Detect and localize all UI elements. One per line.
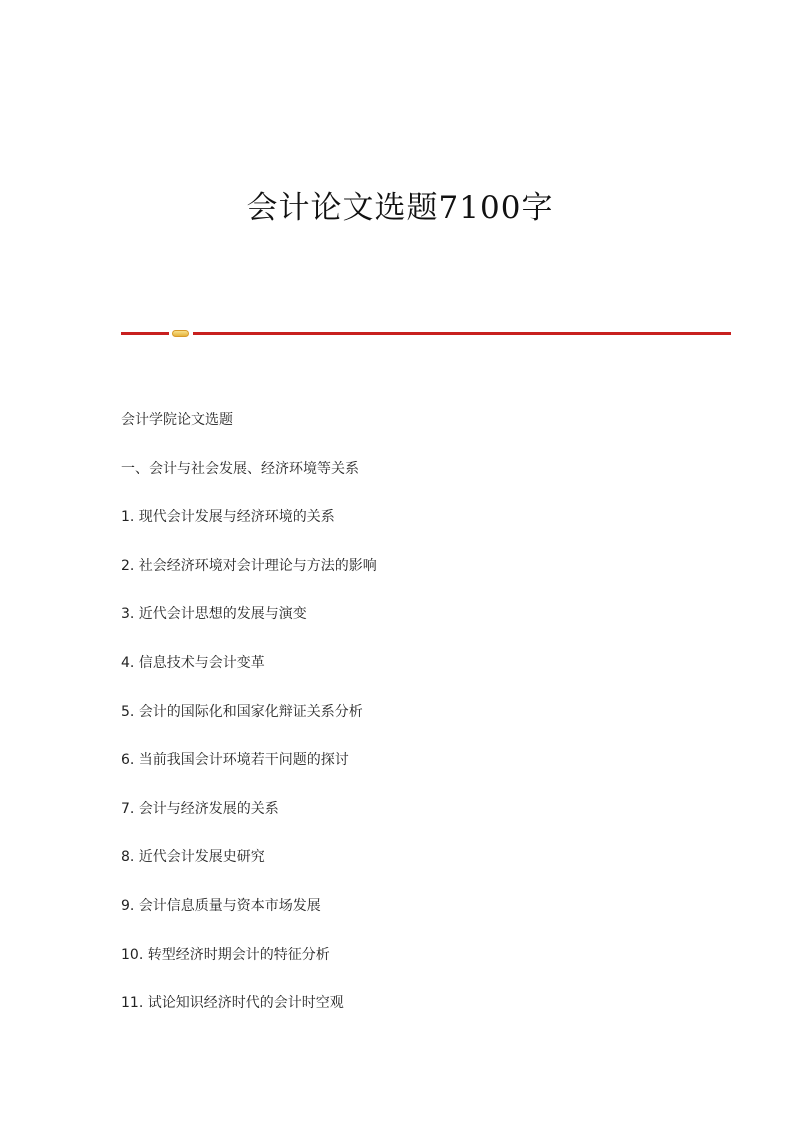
topic-item: 8. 近代会计发展史研究: [121, 849, 265, 866]
topic-item: 3. 近代会计思想的发展与演变: [121, 606, 307, 623]
topic-item: 2. 社会经济环境对会计理论与方法的影响: [121, 557, 377, 574]
topic-item: 9. 会计信息质量与资本市场发展: [121, 897, 321, 914]
divider-ornament-icon: [172, 330, 189, 337]
section-heading: 会计学院论文选题: [121, 412, 233, 428]
document-title: 会计论文选题7100字: [246, 190, 554, 226]
topic-item: 6. 当前我国会计环境若干问题的探讨: [121, 752, 349, 769]
topic-item: 5. 会计的国际化和国家化辩证关系分析: [121, 703, 363, 720]
topic-item: 4. 信息技术与会计变革: [121, 654, 265, 671]
divider-line-left: [121, 332, 169, 335]
topic-item: 11. 试论知识经济时代的会计时空观: [121, 995, 344, 1012]
topic-item: 10. 转型经济时期会计的特征分析: [121, 946, 330, 963]
subsection-heading: 一、会计与社会发展、经济环境等关系: [121, 460, 359, 477]
topic-item: 1. 现代会计发展与经济环境的关系: [121, 509, 335, 526]
topic-item: 7. 会计与经济发展的关系: [121, 800, 279, 817]
divider-line-right: [193, 332, 731, 335]
title-divider: [121, 330, 731, 337]
topic-list: [121, 408, 731, 1040]
